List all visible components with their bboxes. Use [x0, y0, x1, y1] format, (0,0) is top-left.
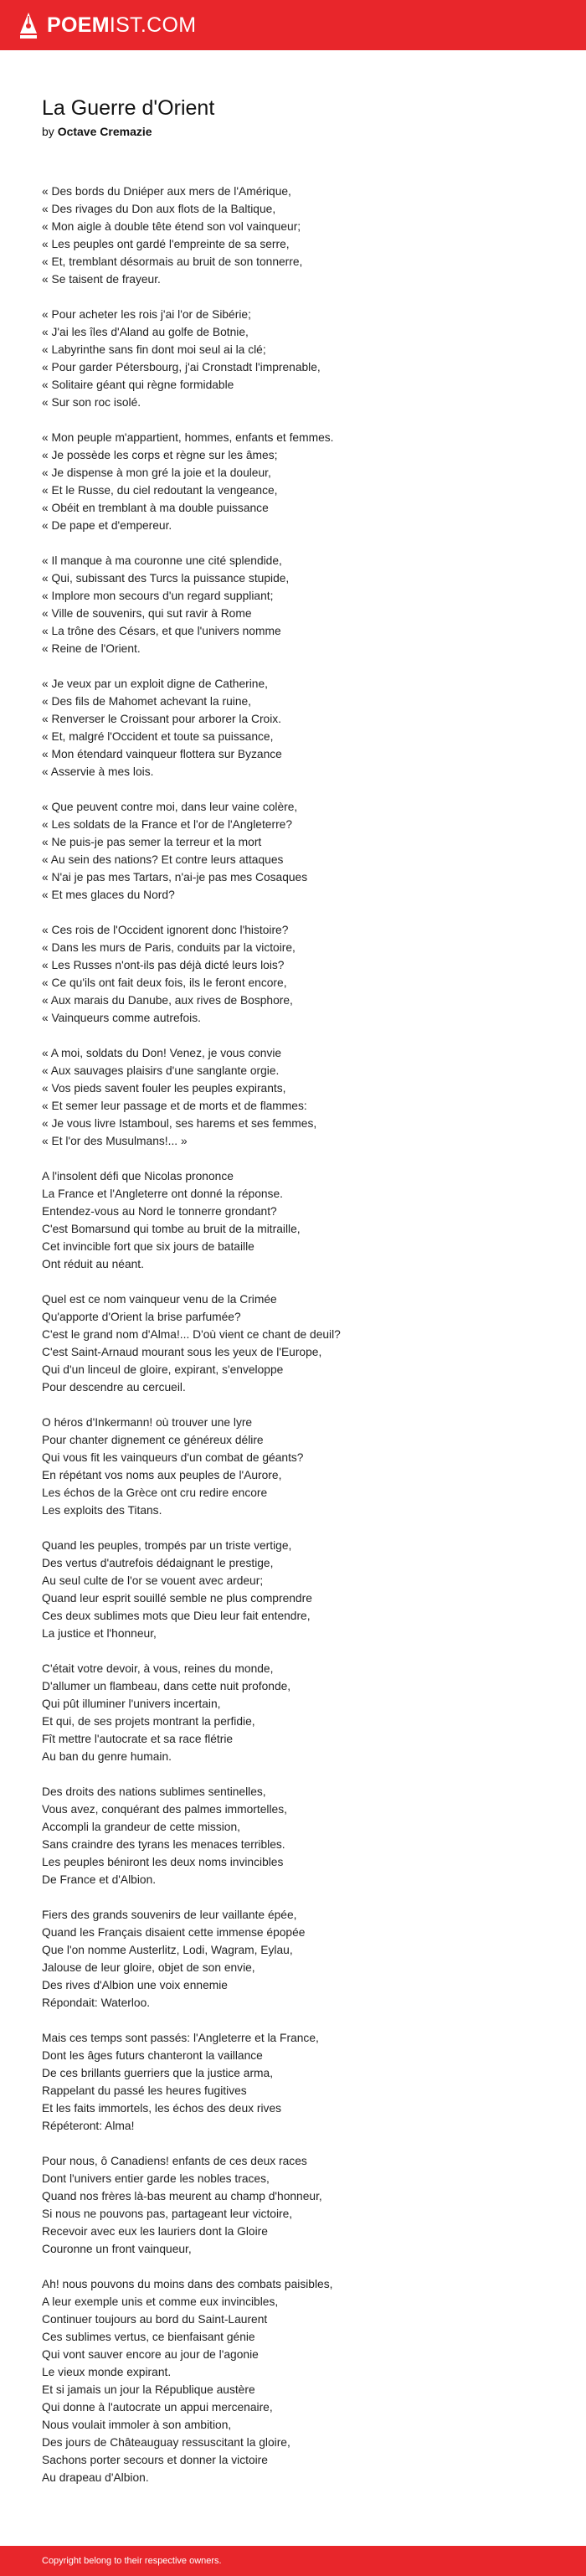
poem-line: Fiers des grands souvenirs de leur vaillante épée,	[42, 1909, 297, 1921]
poem-stanza	[42, 552, 561, 657]
poem-stanza	[42, 1414, 561, 1519]
poem-line: « Implore mon secours d'un regard suppliant;	[42, 590, 274, 602]
poem-line: Sans craindre des tyrans les menaces terribles.	[42, 1838, 285, 1851]
poem-line: Et si jamais un jour la République austère	[42, 2383, 255, 2396]
poem-line: Qu'apporte d'Orient la brise parfumée?	[42, 1311, 241, 1323]
poem-stanza	[42, 183, 561, 288]
site-logo-text	[47, 12, 196, 39]
poem-line: « Mon peuple m'appartient, hommes, enfants et femmes.	[42, 431, 334, 444]
poem-line: « Renverser le Croissant pour arborer la Croix.	[42, 713, 282, 725]
poem-line: « De pape et d'empereur.	[42, 519, 172, 532]
poem-author[interactable]: Octave Cremazie	[57, 125, 152, 138]
poem-line: Au seul culte de l'or se vouent avec ardeur;	[42, 1574, 264, 1587]
poem-line: C'était votre devoir, à vous, reines du monde,	[42, 1662, 274, 1675]
poem-line: Ces deux sublimes mots que Dieu leur fait entendre,	[42, 1610, 311, 1622]
poem-line: « Et, malgré l'Occident et toute sa puissance,	[42, 730, 274, 743]
poem-stanza	[42, 306, 561, 411]
poem-line: « Vainqueurs comme autrefois.	[42, 1012, 201, 1024]
poem-body	[42, 183, 561, 2504]
poem-line: C'est le grand nom d'Alma!... D'où vient ce chant de deuil?	[42, 1328, 341, 1341]
poem-line: C'est Saint-Arnaud mourant sous les yeux de l'Europe,	[42, 1346, 322, 1358]
poem-line: Pour chanter dignement ce généreux délire	[42, 1434, 264, 1446]
poem-line: « Mon étendard vainqueur flottera sur Byzance	[42, 748, 282, 760]
poem-line: « Obéit en tremblant à ma double puissance	[42, 502, 269, 514]
poem-stanza	[42, 1291, 561, 1396]
poem-stanza	[42, 2275, 561, 2486]
poem-line: « Je dispense à mon gré la joie et la douleur,	[42, 466, 271, 479]
poem-line: Si nous ne pouvons pas, partageant leur victoire,	[42, 2208, 293, 2220]
poem-line: « Ce qu'ils ont fait deux fois, ils le feront encore,	[42, 976, 287, 989]
poem-line: Quand les Français disaient cette immense épopée	[42, 1926, 306, 1939]
poem-line: Vous avez, conquérant des palmes immortelles,	[42, 1803, 287, 1816]
copyright-text: Copyright belong to their respective owners.	[42, 2556, 222, 2566]
poem-line: Jalouse de leur gloire, objet de son envie,	[42, 1961, 255, 1974]
poem-line: « Pour acheter les rois j'ai l'or de Sibérie;	[42, 308, 251, 321]
poem-line: Les peuples béniront les deux noms invincibles	[42, 1856, 284, 1868]
poem-line: Pour nous, ô Canadiens! enfants de ces deux races	[42, 2155, 307, 2167]
by-label: by	[42, 125, 54, 138]
logo-strong-text: POEM	[47, 13, 110, 37]
poem-line: Des droits des nations sublimes sentinelles,	[42, 1785, 266, 1798]
poem-line: Ont réduit au néant.	[42, 1258, 144, 1270]
poem-line: « Je possède les corps et règne sur les âmes;	[42, 449, 278, 461]
poem-line: Les échos de la Grèce ont cru redire encore	[42, 1486, 268, 1499]
poem-line: Qui vont sauver encore au jour de l'agonie	[42, 2348, 259, 2361]
poem-stanza	[42, 1537, 561, 1642]
poem-line: « A moi, soldats du Don! Venez, je vous convie	[42, 1047, 282, 1059]
poem-line: Des vertus d'autrefois dédaignant le prestige,	[42, 1557, 274, 1569]
poem-line: De ces brillants guerriers que la justice arma,	[42, 2067, 274, 2079]
poem-line: Et qui, de ses projets montrant la perfidie,	[42, 1715, 255, 1728]
poem-line: « Aux sauvages plaisirs d'une sanglante orgie.	[42, 1064, 280, 1077]
poem-line: « Je vous livre Istamboul, ses harems et ses femmes,	[42, 1117, 317, 1130]
poem-line: Que l'on nomme Austerlitz, Lodi, Wagram, Eylau,	[42, 1944, 293, 1956]
poem-line: Quand nos frères là-bas meurent au champ d'honneur,	[42, 2190, 322, 2202]
poem-line: « Qui, subissant des Turcs la puissance stupide,	[42, 572, 290, 585]
poem-line: « Aux marais du Danube, aux rives de Bosphore,	[42, 994, 293, 1007]
poem-line: Quel est ce nom vainqueur venu de la Crimée	[42, 1293, 277, 1306]
poem-line: « Les peuples ont gardé l'empreinte de sa serre,	[42, 238, 290, 250]
site-footer	[0, 2546, 586, 2576]
poem-line: De France et d'Albion.	[42, 1873, 157, 1886]
poem-stanza	[42, 1167, 561, 1273]
poem-line: « Et le Russe, du ciel redoutant la vengeance,	[42, 484, 278, 497]
poem-stanza	[42, 798, 561, 904]
poem-line: D'allumer un flambeau, dans cette nuit profonde,	[42, 1680, 291, 1692]
poem-stanza	[42, 675, 561, 781]
poem-line: « Vos pieds savent fouler les peuples expirants,	[42, 1082, 286, 1095]
poem-line: « Ces rois de l'Occident ignorent donc l'histoire?	[42, 924, 289, 936]
poem-line: « Je veux par un exploit digne de Catherine,	[42, 677, 268, 690]
poem-stanza	[42, 1906, 561, 2012]
poem-line: « Mon aigle à double tête étend son vol vainqueur;	[42, 220, 301, 233]
poem-line: O héros d'Inkermann! où trouver une lyre	[42, 1416, 253, 1429]
poem-line: Rappelant du passé les heures fugitives	[42, 2084, 247, 2097]
poem-line: « N'ai je pas mes Tartars, n'ai-je pas mes Cosaques	[42, 871, 308, 884]
poem-line: Quand leur esprit souillé semble ne plus comprendre	[42, 1592, 312, 1605]
poem-line: « Les Russes n'ont-ils pas déjà dicté leurs lois?	[42, 959, 285, 971]
poem-line: Et les faits immortels, les échos des deux rives	[42, 2102, 282, 2115]
poem-stanza	[42, 2152, 561, 2258]
site-logo[interactable]	[18, 12, 196, 39]
poem-line: Ces sublimes vertus, ce bienfaisant génie	[42, 2331, 255, 2343]
poem-stanza	[42, 2029, 561, 2135]
poem-line: Fît mettre l'autocrate et sa race flétrie	[42, 1733, 234, 1745]
poem-line: La justice et l'honneur,	[42, 1627, 157, 1640]
poem-line: Qui pût illuminer l'univers incertain,	[42, 1698, 221, 1710]
poem-line: « Labyrinthe sans fin dont moi seul ai la clé;	[42, 343, 266, 356]
poem-line: « Ville de souvenirs, qui sut ravir à Rome	[42, 607, 252, 620]
poem-line: « Se taisent de frayeur.	[42, 273, 161, 286]
poem-line: « Pour garder Pétersbourg, j'ai Cronstadt l'imprenable,	[42, 361, 321, 374]
poem-line: A l'insolent défi que Nicolas prononce	[42, 1170, 234, 1182]
poem-line: Des rives d'Albion une voix ennemie	[42, 1979, 228, 1991]
poem-line: « Et semer leur passage et de morts et de flammes:	[42, 1100, 307, 1112]
poem-stanza	[42, 1044, 561, 1150]
poem-line: « Les soldats de la France et l'or de l'Angleterre?	[42, 818, 293, 831]
poem-line: « Que peuvent contre moi, dans leur vaine colère,	[42, 801, 298, 813]
poem-line: Accompli la grandeur de cette mission,	[42, 1821, 240, 1833]
poem-line: Dont l'univers entier garde les nobles traces,	[42, 2172, 270, 2185]
poem-title: La Guerre d'Orient	[42, 96, 215, 120]
poem-line: Cet invincible fort que six jours de bataille	[42, 1240, 254, 1253]
poem-line: « Des rivages du Don aux flots de la Baltique,	[42, 203, 276, 215]
poem-line: Qui donne à l'autocrate un appui mercenaire,	[42, 2401, 273, 2414]
poem-line: « Reine de l'Orient.	[42, 642, 141, 655]
poem-line: Répondait: Waterloo.	[42, 1996, 151, 2009]
poem-line: Au ban du genre humain.	[42, 1750, 172, 1763]
poem-line: « J'ai les îles d'Aland au golfe de Botnie,	[42, 326, 249, 338]
poem-stanza	[42, 921, 561, 1027]
poem-line: Ah! nous pouvons du moins dans des combats paisibles,	[42, 2278, 333, 2290]
poem-line: Qui vous fit les vainqueurs d'un combat de géants?	[42, 1451, 304, 1464]
poem-line: Dont les âges futurs chanteront la vaillance	[42, 2049, 263, 2062]
poem-line: Nous voulait immoler à son ambition,	[42, 2419, 232, 2431]
poem-line: « Ne puis-je pas semer la terreur et la mort	[42, 836, 262, 848]
poem-line: « Et l'or des Musulmans!... »	[42, 1135, 188, 1147]
poem-line: Quand les peuples, trompés par un triste vertige,	[42, 1539, 292, 1552]
poem-line: Pour descendre au cercueil.	[42, 1381, 186, 1394]
poem-line: En répétant vos noms aux peuples de l'Aurore,	[42, 1469, 282, 1481]
poem-line: Entendez-vous au Nord le tonnerre grondant?	[42, 1205, 277, 1218]
poem-line: « Des fils de Mahomet achevant la ruine,	[42, 695, 252, 708]
poem-line: Qui d'un linceul de gloire, expirant, s'enveloppe	[42, 1363, 284, 1376]
poem-line: Couronne un front vainqueur,	[42, 2243, 192, 2255]
poem-line: « Solitaire géant qui règne formidable	[42, 379, 234, 391]
logo-light-text: IST.COM	[109, 13, 197, 37]
poem-line: « Asservie à mes lois.	[42, 765, 154, 778]
poem-line: Recevoir avec eux les lauriers dont la Gloire	[42, 2225, 268, 2238]
poem-line: « Au sein des nations? Et contre leurs attaques	[42, 853, 284, 866]
poem-byline	[42, 124, 152, 139]
poem-line: « Sur son roc isolé.	[42, 396, 141, 409]
poemist-pen-nib-icon	[18, 12, 39, 39]
poem-line: Sachons porter secours et donner la victoire	[42, 2454, 268, 2466]
poem-line: Des jours de Châteauguay ressuscitant la gloire,	[42, 2436, 290, 2449]
poem-line: « Et, tremblant désormais au bruit de son tonnerre,	[42, 255, 303, 268]
poem-line: Le vieux monde expirant.	[42, 2366, 172, 2378]
poem-line: Continuer toujours au bord du Saint-Laurent	[42, 2313, 268, 2326]
poem-stanza	[42, 1660, 561, 1765]
poem-line: « Des bords du Dniéper aux mers de l'Amérique,	[42, 185, 291, 198]
poem-stanza	[42, 429, 561, 534]
poem-line: Mais ces temps sont passés: l'Angleterre et la France,	[42, 2032, 319, 2044]
poem-line: La France et l'Angleterre ont donné la réponse.	[42, 1188, 283, 1200]
poem-line: Au drapeau d'Albion.	[42, 2471, 149, 2484]
poem-line: « Dans les murs de Paris, conduits par la victoire,	[42, 941, 296, 954]
poem-line: « Il manque à ma couronne une cité splendide,	[42, 554, 282, 567]
poem-line: « La trône des Césars, et que l'univers nomme	[42, 625, 281, 637]
poem-line: « Et mes glaces du Nord?	[42, 889, 175, 901]
site-header	[0, 0, 586, 50]
poem-line: C'est Bomarsund qui tombe au bruit de la mitraille,	[42, 1223, 301, 1235]
poem-stanza	[42, 1783, 561, 1888]
poem-line: Répéteront: Alma!	[42, 2120, 135, 2132]
poem-line: A leur exemple unis et comme eux invincibles,	[42, 2295, 279, 2308]
poem-line: Les exploits des Titans.	[42, 1504, 162, 1517]
